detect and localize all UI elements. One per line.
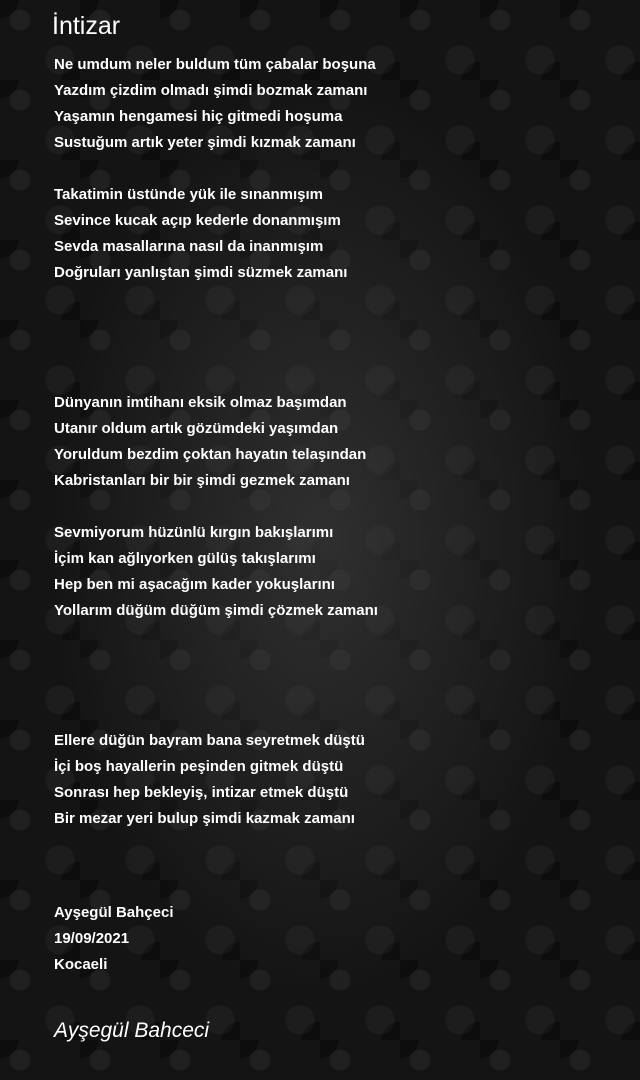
poem-line: Yollarım düğüm düğüm şimdi çözmek zamanı [54, 602, 378, 619]
poem-line: Yazdım çizdim olmadı şimdi bozmak zamanı [54, 82, 368, 99]
poem-line: Bir mezar yeri bulup şimdi kazmak zamanı [54, 810, 355, 827]
poem-line: Yoruldum bezdim çoktan hayatın telaşından [54, 446, 367, 463]
stanza [54, 182, 624, 286]
stanza [54, 520, 624, 624]
poem-title: İntizar [52, 12, 121, 40]
poem-meta [54, 900, 174, 978]
poem-line: Utanır oldum artık gözümdeki yaşımdan [54, 420, 339, 437]
stanza [54, 728, 624, 832]
poem-location: Kocaeli [54, 956, 108, 973]
poem-line: İçim kan ağlıyorken gülüş takışlarımı [54, 550, 316, 567]
stanza-spacer [54, 494, 624, 520]
poem-line: Sevmiyorum hüzünlü kırgın bakışlarımı [54, 524, 334, 541]
stanza-spacer [54, 286, 624, 390]
poem-line: Sevda masallarına nasıl da inanmışım [54, 238, 324, 255]
poem-line: Sonrası hep bekleyiş, intizar etmek düştü [54, 784, 349, 801]
poem-line: Ellere düğün bayram bana seyretmek düştü [54, 732, 365, 749]
poem-line: Hep ben mi aşacağım kader yokuşlarını [54, 576, 335, 593]
poem-line: Sevince kucak açıp kederle donanmışım [54, 212, 341, 229]
stanza [54, 390, 624, 494]
author-name: Ayşegül Bahçeci [54, 904, 174, 921]
poem-line: İçi boş hayallerin peşinden gitmek düştü [54, 758, 344, 775]
poem-line: Ne umdum neler buldum tüm çabalar boşuna [54, 56, 376, 73]
stanza [54, 52, 624, 156]
poem-line: Yaşamın hengamesi hiç gitmedi hoşuma [54, 108, 343, 125]
poem-body [54, 52, 624, 832]
poem-date: 19/09/2021 [54, 930, 130, 947]
author-signature: Ayşegül Bahceci [54, 1019, 210, 1042]
poem-line: Sustuğum artık yeter şimdi kızmak zamanı [54, 134, 356, 151]
stanza-spacer [54, 156, 624, 182]
poem-line: Takatimin üstünde yük ile sınanmışım [54, 186, 323, 203]
poem-line: Dünyanın imtihanı eksik olmaz başımdan [54, 394, 347, 411]
poem-line: Kabristanları bir bir şimdi gezmek zamanı [54, 472, 350, 489]
poem-line: Doğruları yanlıştan şimdi süzmek zamanı [54, 264, 348, 281]
stanza-spacer [54, 624, 624, 728]
